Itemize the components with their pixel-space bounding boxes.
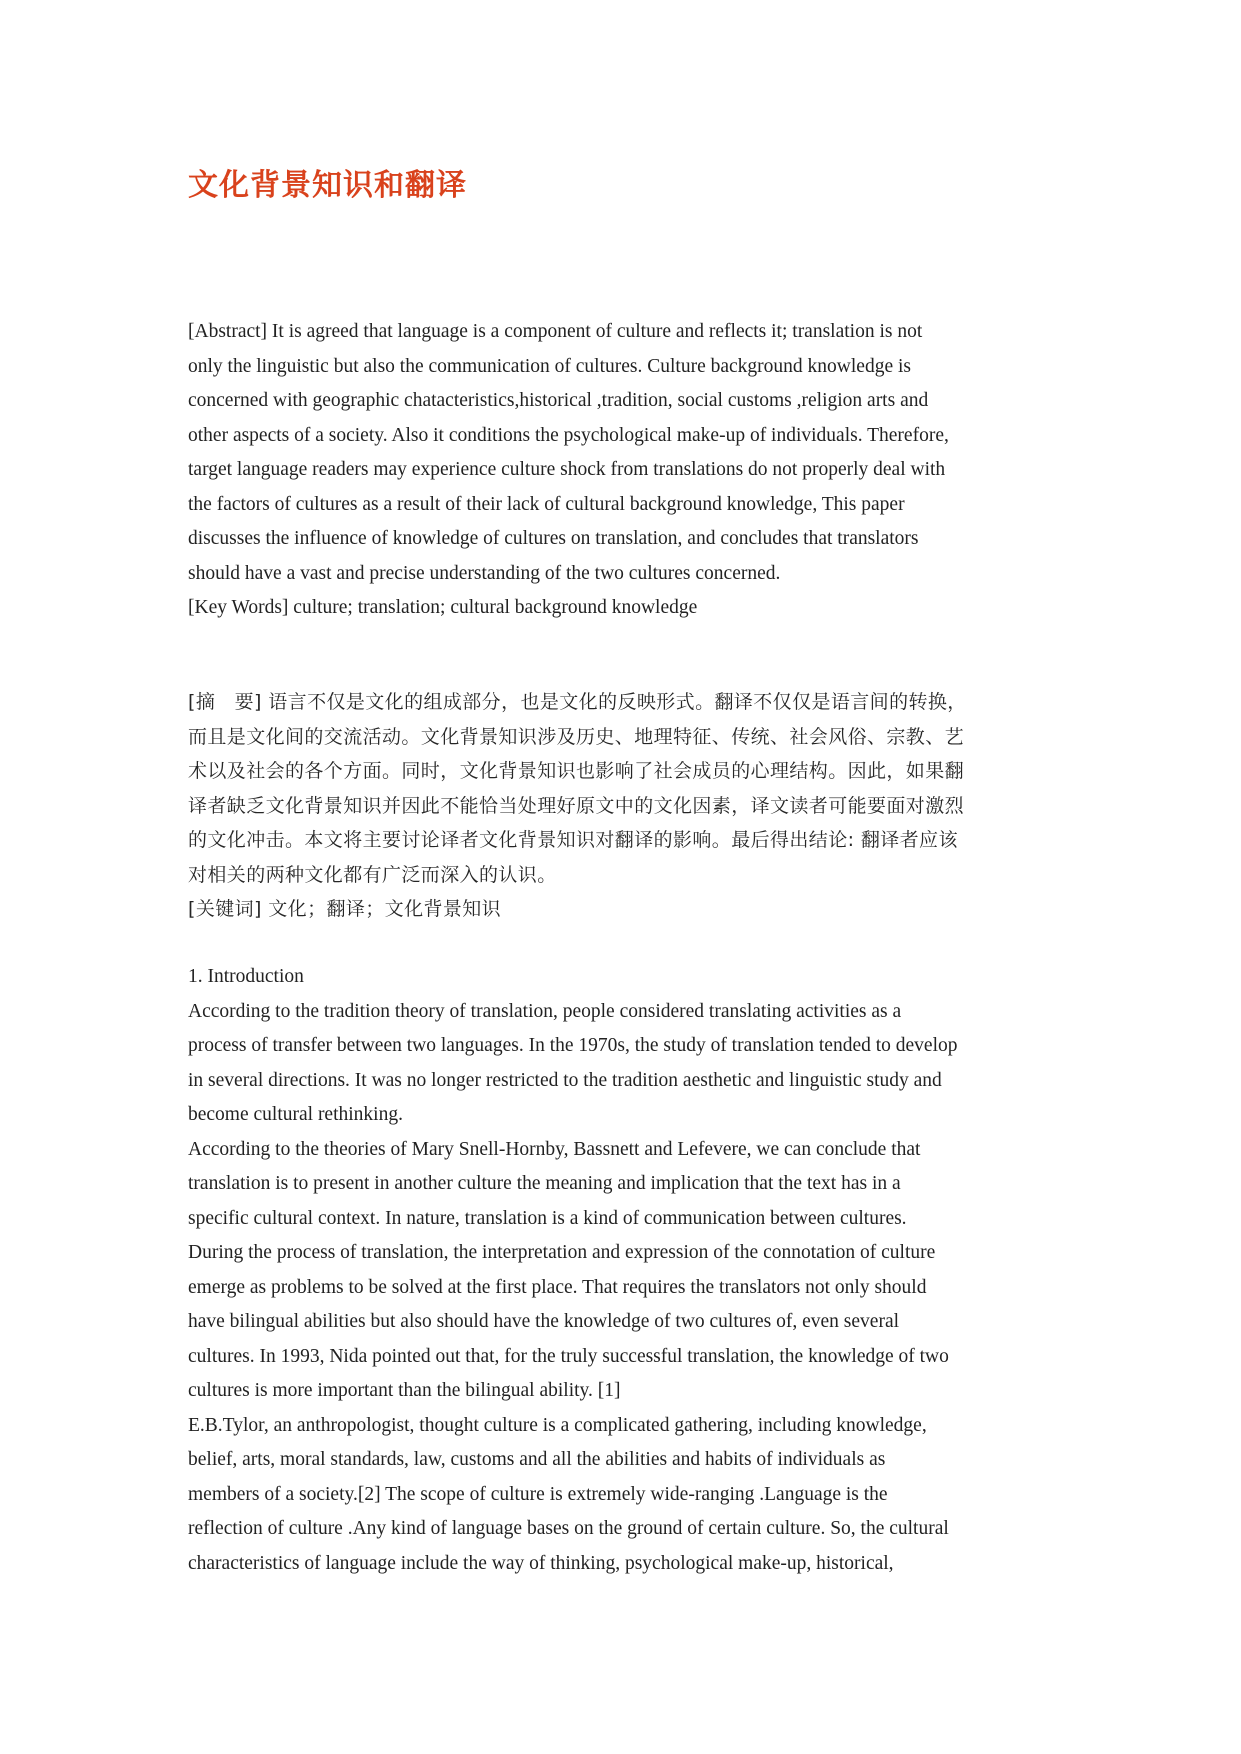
text-line: only the linguistic but also the communication of cultures. Culture background knowledge is: [188, 355, 911, 377]
text-line: According to the tradition theory of translation, people considered translating activities as a: [188, 1000, 902, 1022]
text-line: specific cultural context. In nature, translation is a kind of communication between cultures.: [188, 1207, 907, 1229]
text-line: 对相关的两种文化都有广泛而深入的认识。: [188, 863, 557, 886]
text-line: have bilingual abilities but also should have the knowledge of two cultures of, even several: [188, 1311, 900, 1332]
text-line: concerned with geographic chatacteristics,historical ,tradition, social customs ,religion arts and: [188, 390, 929, 411]
document-title: 文化背景知识和翻译: [188, 168, 467, 203]
text-line: target language readers may experience culture shock from translations do not properly deal with: [188, 459, 946, 480]
text-line: process of transfer between two languages. In the 1970s, the study of translation tended to develop: [188, 1035, 958, 1056]
text-line: cultures is more important than the bilingual ability. [1]: [188, 1380, 621, 1401]
text-line: cultures. In 1993, Nida pointed out that, for the truly successful translation, the knowledge of two: [188, 1345, 949, 1367]
text-line: E.B.Tylor, an anthropologist, thought culture is a complicated gathering, including knowledge,: [188, 1414, 927, 1436]
keywords-line: [Key Words] culture; translation; cultural background knowledge: [188, 597, 698, 618]
chinese-abstract: [188, 685, 1068, 927]
text-line: become cultural rethinking.: [188, 1104, 403, 1125]
keywords-line: [关键词] 文化；翻译；文化背景知识: [188, 898, 502, 920]
text-line: in several directions. It was no longer restricted to the tradition aesthetic and linguistic study and: [188, 1069, 942, 1091]
text-line: reflection of culture .Any kind of language bases on the ground of certain culture. So, the cultural: [188, 1518, 949, 1539]
text-line: 译者缺乏文化背景知识并因此不能恰当处理好原文中的文化因素，译文读者可能要面对激烈: [188, 794, 965, 817]
text-line: translation is to present in another culture the meaning and implication that the text has in a: [188, 1173, 901, 1194]
text-line: members of a society.[2] The scope of culture is extremely wide-ranging .Language is the: [188, 1483, 888, 1505]
body-text: [188, 960, 1068, 1581]
text-line: the factors of cultures as a result of their lack of cultural background knowledge, This paper: [188, 493, 905, 515]
text-line: [Abstract] It is agreed that language is a component of culture and reflects it; translation is not: [188, 321, 923, 342]
text-line: 术以及社会的各个方面。同时，文化背景知识也影响了社会成员的心理结构。因此，如果翻: [188, 760, 965, 782]
text-line: [摘 要] 语言不仅是文化的组成部分，也是文化的反映形式。翻译不仅仅是语言间的转换，: [188, 691, 967, 713]
text-line: According to the theories of Mary Snell-Hornby, Bassnett and Lefevere, we can conclude that: [188, 1138, 921, 1160]
section-heading: 1. Introduction: [188, 966, 304, 987]
text-line: characteristics of language include the way of thinking, psychological make-up, historical,: [188, 1552, 894, 1574]
text-line: should have a vast and precise understanding of the two cultures concerned.: [188, 562, 781, 584]
text-line: 而且是文化间的交流活动。文化背景知识涉及历史、地理特征、传统、社会风俗、宗教、艺: [188, 725, 965, 748]
text-line: 的文化冲击。本文将主要讨论译者文化背景知识对翻译的影响。最后得出结论: 翻译者应该: [188, 829, 958, 851]
text-line: During the process of translation, the interpretation and expression of the connotation of culture: [188, 1242, 936, 1263]
text-line: other aspects of a society. Also it conditions the psychological make-up of individuals. Therefore,: [188, 424, 949, 446]
text-line: belief, arts, moral standards, law, customs and all the abilities and habits of individuals as: [188, 1449, 886, 1470]
text-line: emerge as problems to be solved at the first place. That requires the translators not only should: [188, 1276, 927, 1298]
english-abstract: [188, 315, 1068, 626]
text-line: discusses the influence of knowledge of cultures on translation, and concludes that translators: [188, 528, 919, 549]
